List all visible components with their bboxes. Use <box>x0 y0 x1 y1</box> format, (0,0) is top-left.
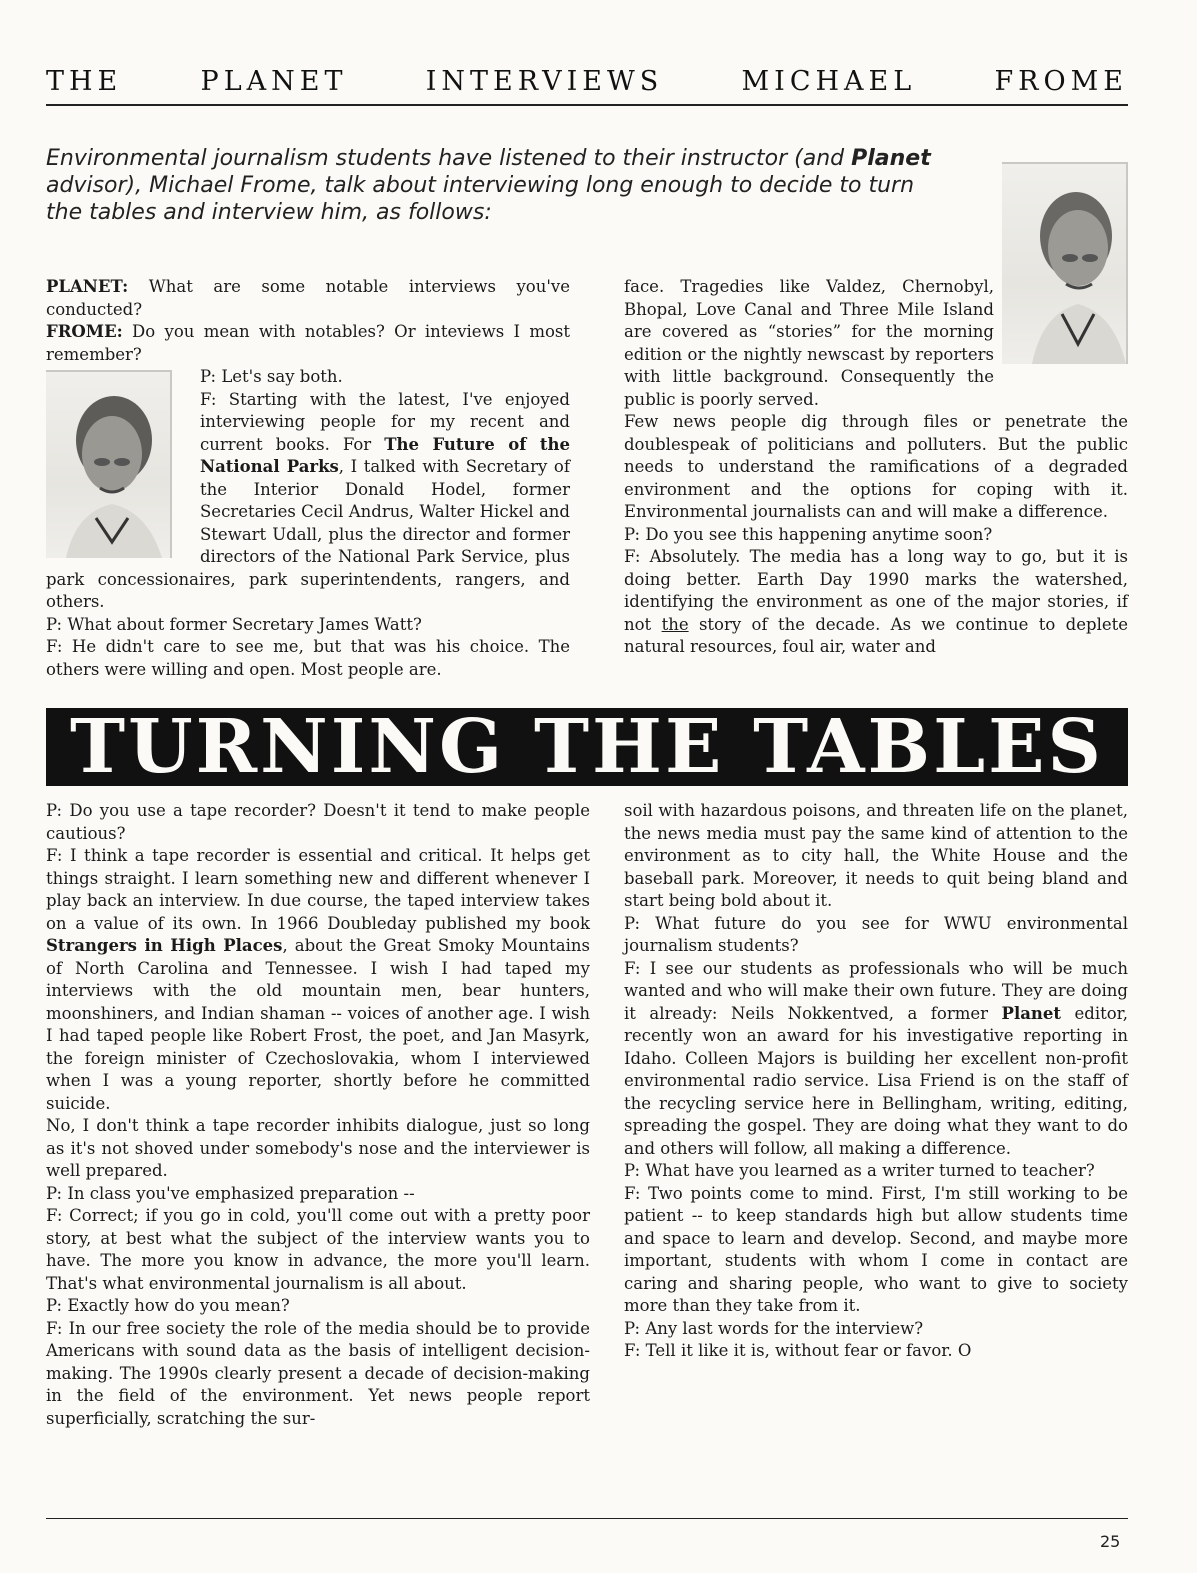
answer: F: Absolutely. The media has a long way to go, but it is doing better. Earth Day 1990 marks the watershed, identifying the environment as one of the major stories, if not the story of the decade. As we continue to deplete natural resources, foul air, water and <box>624 547 1129 656</box>
intro-text: advisor), Michael Frome, talk about interviewing long enough to decide to turn the tables and interview him, as follows: <box>46 173 915 225</box>
question: P: Exactly how do you mean? <box>46 1296 290 1315</box>
header-word: PLANET <box>200 66 348 97</box>
header-word: MICHAEL <box>741 66 917 97</box>
footer-rule <box>46 1518 1128 1519</box>
intro-bold: Planet <box>851 146 931 171</box>
answer: F: Tell it like it is, without fear or favor. O <box>624 1341 972 1360</box>
banner-title: TURNING THE TABLES <box>70 704 1104 790</box>
paragraph: soil with hazardous poisons, and threaten life on the planet, the news media must pay the same kind of attention to the environment as to city hall, the White House and the baseball park. Moreover, it needs to quit being bland and start being bold about it. <box>624 801 1128 910</box>
answer: F: I see our students as professionals who will be much wanted and who will make their own future. They are doing it already: Neils Nokkentved, a former Planet editor, recently won an award for his investigative reporting in Idaho. Colleen Majors is building her excellent non-profit environmental radio service. Lisa Friend is on the staff of the recycling service here in Bellingham, writing, editing, spreading the gospel. They are doing what they want to do and others will follow, all making a difference. <box>624 958 1129 1158</box>
answer: F: I think a tape recorder is essential and critical. It helps get things straight. I learn something new and different whenever I play back an interview. In due course, the taped interview takes on a value of its own. In 1966 Doubleday published my book Strangers in High Places, about the Great Smoky Mountains of North Carolina and Tennessee. I wish I had taped my interviews with the old mountain men, bear hunters, moonshiners, and Indian shaman -- voices of another age. I wish I had taped people like Robert Frost, the poet, and Jan Masyrk, the foreign minister of Czechoslovakia, whom I interviewed when I was a young reporter, shortly before he committed suicide. <box>46 846 590 1113</box>
column-1-bottom <box>46 800 590 1430</box>
question: P: What about former Secretary James Watt? <box>46 614 422 634</box>
intro-text: Environmental journalism students have listened to their instructor (and <box>46 146 852 171</box>
question: P: What have you learned as a writer turned to teacher? <box>624 1161 1095 1180</box>
page-number: 25 <box>1100 1532 1121 1551</box>
column-2-bottom <box>624 800 1128 1363</box>
answer: F: Two points come to mind. First, I'm still working to be patient -- to keep standards high but allow students time and space to learn and develop. Second, and maybe more important, students with whom I come in contact are caring and sharing people, who want to give to society more than they take from it. <box>624 1183 1128 1315</box>
paragraph: face. Tragedies like Valdez, Chernobyl, Bhopal, Love Canal and Three Mile Island are covered as “stories” for the morning edition or the nightly newscast by reporters with little background. Consequently the public is poorly served. <box>624 277 994 409</box>
question: P: Do you use a tape recorder? Doesn't it tend to make people cautious? <box>46 801 590 843</box>
answer: F: He didn't care to see me, but that was his choice. The others were willing and open. Most people are. <box>46 637 570 679</box>
title-banner <box>46 704 1128 790</box>
question: P: Let's say both. <box>200 367 343 386</box>
column-2-top <box>624 276 1128 659</box>
header-rule <box>46 104 1128 106</box>
question: P: Do you see this happening anytime soon? <box>624 524 993 544</box>
page-header <box>46 66 1128 97</box>
header-word: FROME <box>994 66 1128 97</box>
intro-paragraph <box>46 145 946 226</box>
question: P: In class you've emphasized preparation -- <box>46 1183 415 1203</box>
answer: F: In our free society the role of the media should be to provide Americans with sound data as the basis of intelligent decision-making. The 1990s clearly present a decade of decision-making in the field of the environment. Yet news people report superficially, scratching the sur- <box>46 1318 590 1428</box>
answer: F: Correct; if you go in cold, you'll come out with a pretty poor story, at best what the subject of the interview wants you to have. The more you know in advance, the more you'll learn. That's what environmental journalism is all about. <box>46 1206 590 1293</box>
paragraph: Few news people dig through files or penetrate the doublespeak of politicians and polluters. But the public needs to understand the ramifications of a degraded environment and the options for coping with it. Environmental journalists can and will make a difference. <box>624 412 1128 521</box>
answer: F: Starting with the latest, I've enjoyed interviewing people for my recent and current books. For The Future of the National Parks, I talked with Secretary of the Interior Donald Hodel, former Secretaries Cecil Andrus, Walter Hickel and Stewart Udall, plus the director and former directors of the National Park Service, plus park concessionaires, park superintendents, rangers, and others. <box>46 389 570 611</box>
answer: No, I don't think a tape recorder inhibits dialogue, just so long as it's not shoved under somebody's nose and the interviewer is well prepared. <box>46 1116 590 1180</box>
question: P: What future do you see for WWU environmental journalism students? <box>624 913 1128 955</box>
header-word: INTERVIEWS <box>425 66 664 97</box>
question: P: Any last words for the interview? <box>624 1318 924 1338</box>
portrait-photo <box>46 370 172 558</box>
header-word: THE <box>46 66 123 97</box>
answer: FROME: Do you mean with notables? Or inteviews I most remember? <box>46 322 570 364</box>
question: PLANET: What are some notable interviews you've conducted? <box>46 277 570 319</box>
